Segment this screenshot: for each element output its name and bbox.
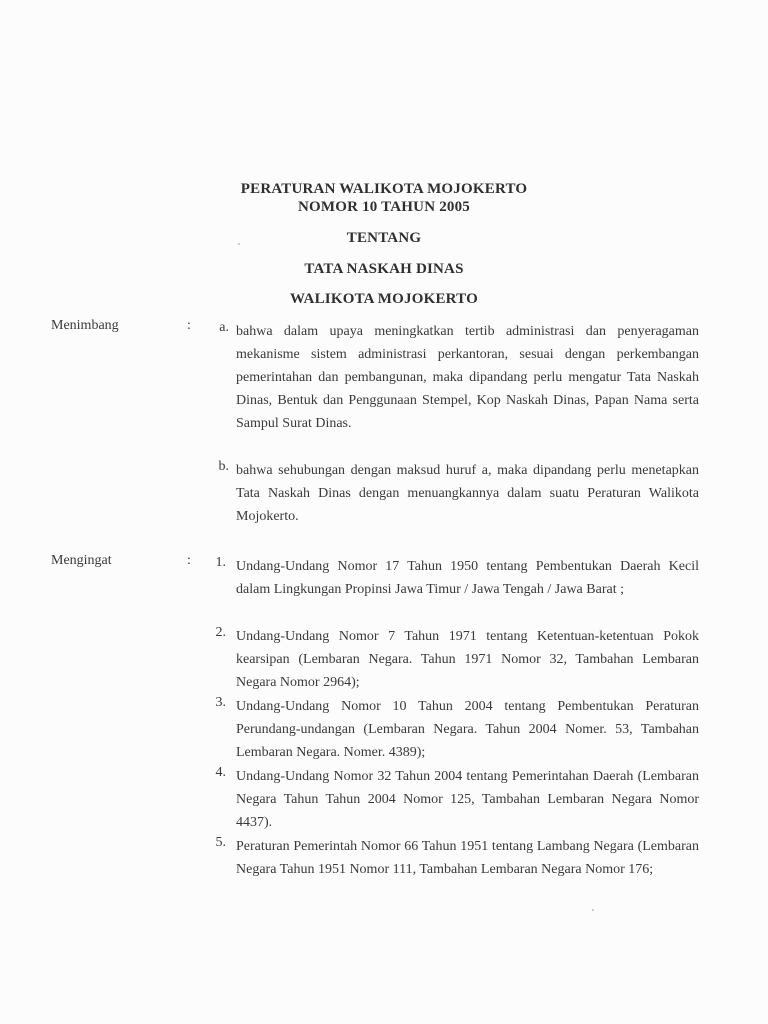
mengingat-item-1-marker: 1. xyxy=(215,555,226,570)
menimbang-label: Menimbang xyxy=(51,318,119,333)
menimbang-item-b: bahwa sehubungan dengan maksud huruf a, maka dipandang perlu menetapkan Tata Naskah Dinas dengan menuangkannya dalam suatu Peraturan Walikota Mojokerto. xyxy=(236,463,699,524)
scan-speck xyxy=(592,909,594,911)
menimbang-item-a-marker: a. xyxy=(219,320,229,335)
mengingat-item-2: Undang-Undang Nomor 7 Tahun 1971 tentang Ketentuan-ketentuan Pokok kearsipan (Lembaran Negara. Tahun 1971 Nomor 32, Tambahan Lembaran Negara Nomor 2964); xyxy=(236,629,699,690)
scan-speck xyxy=(238,243,240,245)
mengingat-label: Mengingat xyxy=(51,553,112,568)
mengingat-colon: : xyxy=(187,553,191,568)
tentang-heading: TENTANG xyxy=(346,230,422,246)
mengingat-item-1: Undang-Undang Nomor 17 Tahun 1950 tentang Pembentukan Daerah Kecil dalam Lingkungan Propinsi Jawa Timur / Jawa Tengah / Jawa Barat ; xyxy=(236,559,699,597)
mengingat-item-4: Undang-Undang Nomor 32 Tahun 2004 tentang Pemerintahan Daerah (Lembaran Negara Tahun Tahun 2004 Nomor 125, Tambahan Lembaran Negara Nomor 4437). xyxy=(236,769,699,830)
mengingat-item-2-marker: 2. xyxy=(215,625,226,640)
menimbang-item-b-marker: b. xyxy=(218,459,229,474)
mengingat-item-3: Undang-Undang Nomor 10 Tahun 2004 tentang Pembentukan Peraturan Perundang-undangan (Lembaran Negara. Tahun 2004 Nomer. 53, Tambahan Lembaran Negara. Nomer. 4389); xyxy=(236,699,699,760)
mengingat-item-4-marker: 4. xyxy=(215,765,226,780)
mengingat-item-5: Peraturan Pemerintah Nomor 66 Tahun 1951 tentang Lambang Negara (Lembaran Negara Tahun 1951 Nomor 111, Tambahan Lembaran Negara Nomor 176; xyxy=(236,839,699,877)
menimbang-colon: : xyxy=(187,318,191,333)
menimbang-item-a: bahwa dalam upaya meningkatkan tertib administrasi dan penyeragaman mekanisme sistem administrasi perkantoran, sesuai dengan perkembangan pemerintahan dan pembangunan, maka dipandang perlu mengatur Tata Naskah Dinas, Bentuk dan Penggunaan Stempel, Kop Naskah Dinas, Papan Nama serta Sampul Surat Dinas. xyxy=(236,324,699,431)
regulation-subject: TATA NASKAH DINAS xyxy=(304,261,464,277)
regulation-number: NOMOR 10 TAHUN 2005 xyxy=(298,199,470,215)
regulation-title: PERATURAN WALIKOTA MOJOKERTO xyxy=(240,181,528,197)
authority-heading: WALIKOTA MOJOKERTO xyxy=(290,291,478,307)
mengingat-item-3-marker: 3. xyxy=(215,695,226,710)
mengingat-item-5-marker: 5. xyxy=(215,835,226,850)
